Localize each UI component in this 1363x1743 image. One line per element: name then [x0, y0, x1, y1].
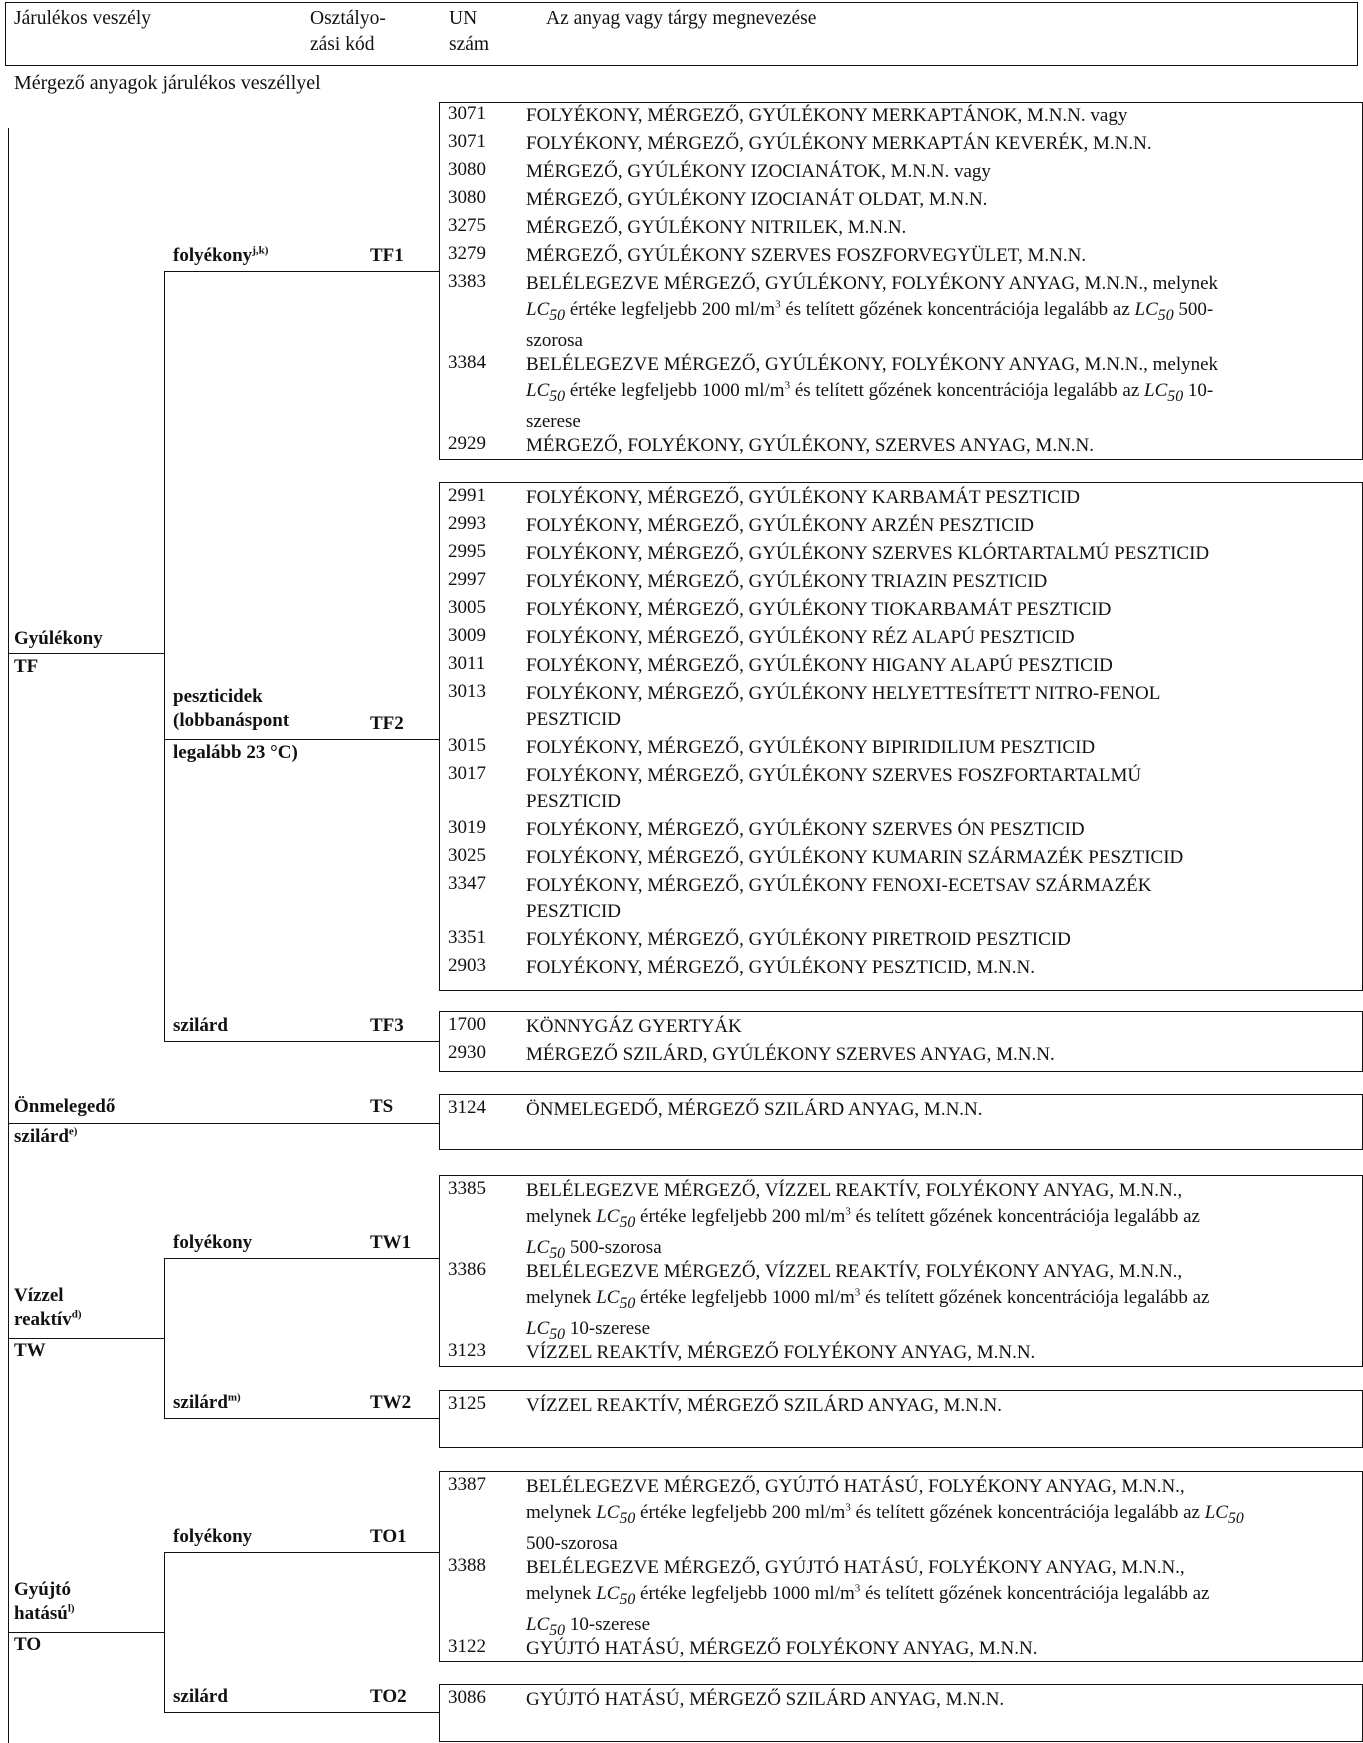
category-selfheat-name: Önmelegedő: [14, 1096, 116, 1117]
sub-to2-label: szilárd: [173, 1686, 228, 1707]
category-oxid-name: Gyújtó hatású$^{l)}$: [14, 1579, 75, 1624]
group-to2: 3086 GYÚJTÓ HATÁSÚ, MÉRGEZŐ SZILÁRD ANYAG, M.N.N.: [439, 1684, 1363, 1742]
sub-tf3-code: TF3: [370, 1015, 404, 1036]
category-water-name: Vízzel reaktív$^{d)}$: [14, 1285, 82, 1330]
group-tf1: 3071 FOLYÉKONY, MÉRGEZŐ, GYÚLÉKONY MERKAPTÁNOK, M.N.N. vagy 3071 FOLYÉKONY, MÉRGEZŐ, GYÚLÉKONY MERKAPTÁN KEVERÉK, M.N.N. 3080 MÉRGEZŐ, GYÚLÉKONY IZOCIANÁTOK, M.N.N. vagy 3080 MÉRGEZŐ, GYÚLÉKONY IZOCIANÁT OLDAT, M.N.N. 3275 MÉRGEZŐ, GYÚLÉKONY NITRILEK, M.N.N. 3279 MÉRGEZŐ, GYÚLÉKONY SZERVES FOSZFORVEGYÜLET, M.N.N. 3383 BELÉLEGEZVE MÉRGEZŐ, GYÚLÉKONY, FOLYÉKONY ANYAG, M.N.N., melynek $LC_{50}$ értéke legfeljebb 200 $ml/m^3$ és telített gőzének koncentrációja legalább az $LC_{50}$ 500- szorosa 3384 BELÉLEGEZVE MÉRGEZŐ, GYÚLÉKONY, FOLYÉKONY ANYAG, M.N.N., melynek $LC_{50}$ értéke legfeljebb 1000 $ml/m^3$ és telített gőzének koncentrációja legalább az $LC_{50}$ 10- szerese 2929 MÉRGEZŐ, FOLYÉKONY, GYÚLÉKONY, SZERVES ANYAG, M.N.N.: [439, 102, 1363, 460]
sub-tf2-code: TF2: [370, 713, 404, 734]
sub-tw2-label: szilárd$^{m)}$: [173, 1391, 241, 1413]
header-name: Az anyag vagy tárgy megnevezése: [546, 8, 817, 29]
sub-tw2-code: TW2: [370, 1392, 412, 1413]
category-water-code: TW: [14, 1340, 46, 1361]
header-code: Osztályo- zási kód: [310, 8, 386, 55]
header-hazard: Járulékos veszély: [14, 8, 151, 29]
sub-tf3-label: szilárd: [173, 1015, 228, 1036]
group-tf2: 2991 FOLYÉKONY, MÉRGEZŐ, GYÚLÉKONY KARBAMÁT PESZTICID 2993 FOLYÉKONY, MÉRGEZŐ, GYÚLÉKONY ARZÉN PESZTICID 2995 FOLYÉKONY, MÉRGEZŐ, GYÚLÉKONY SZERVES KLÓRTARTALMÚ PESZTICID 2997 FOLYÉKONY, MÉRGEZŐ, GYÚLÉKONY TRIAZIN PESZTICID 3005 FOLYÉKONY, MÉRGEZŐ, GYÚLÉKONY TIOKARBAMÁT PESZTICID 3009 FOLYÉKONY, MÉRGEZŐ, GYÚLÉKONY RÉZ ALAPÚ PESZTICID 3011 FOLYÉKONY, MÉRGEZŐ, GYÚLÉKONY HIGANY ALAPÚ PESZTICID 3013 FOLYÉKONY, MÉRGEZŐ, GYÚLÉKONY HELYETTESÍTETT NITRO-FENOL PESZTICID 3015 FOLYÉKONY, MÉRGEZŐ, GYÚLÉKONY BIPIRIDILIUM PESZTICID 3017 FOLYÉKONY, MÉRGEZŐ, GYÚLÉKONY SZERVES FOSZFORTARTALMÚ PESZTICID 3019 FOLYÉKONY, MÉRGEZŐ, GYÚLÉKONY SZERVES ÓN PESZTICID 3025 FOLYÉKONY, MÉRGEZŐ, GYÚLÉKONY KUMARIN SZÁRMAZÉK PESZTICID 3347 FOLYÉKONY, MÉRGEZŐ, GYÚLÉKONY FENOXI-ECETSAV SZÁRMAZÉK PESZTICID 3351 FOLYÉKONY, MÉRGEZŐ, GYÚLÉKONY PIRETROID PESZTICID 2903 FOLYÉKONY, MÉRGEZŐ, GYÚLÉKONY PESZTICID, M.N.N.: [439, 482, 1363, 991]
sub-to2-code: TO2: [370, 1686, 407, 1707]
section-title: Mérgező anyagok járulékos veszéllyel: [14, 72, 321, 94]
category-flammable-name: Gyúlékony: [14, 628, 103, 649]
sub-tf1-label: folyékony$^{j,k)}$: [173, 244, 269, 266]
group-tf3: 1700 KÖNNYGÁZ GYERTYÁK 2930 MÉRGEZŐ SZILÁRD, GYÚLÉKONY SZERVES ANYAG, M.N.N.: [439, 1011, 1363, 1072]
header-un: UN szám: [449, 8, 490, 55]
group-to1: 3387 BELÉLEGEZVE MÉRGEZŐ, GYÚJTÓ HATÁSÚ, FOLYÉKONY ANYAG, M.N.N., melynek $LC_{50}$ értéke legfeljebb 200 $ml/m^3$ és telített gőzének koncentrációja legalább az $LC_{50}$ 500-szorosa 3388 BELÉLEGEZVE MÉRGEZŐ, GYÚJTÓ HATÁSÚ, FOLYÉKONY ANYAG, M.N.N., melynek $LC_{50}$ értéke legfeljebb 1000 $ml/m^3$ és telített gőzének koncentrációja legalább az $LC_{50}$ 10-szerese 3122 GYÚJTÓ HATÁSÚ, MÉRGEZŐ FOLYÉKONY ANYAG, M.N.N.: [439, 1471, 1363, 1662]
sub-tw1-label: folyékony: [173, 1232, 253, 1253]
group-tw1: 3385 BELÉLEGEZVE MÉRGEZŐ, VÍZZEL REAKTÍV, FOLYÉKONY ANYAG, M.N.N., melynek $LC_{50}$ értéke legfeljebb 200 $ml/m^3$ és telített gőzének koncentrációja legalább az $LC_{50}$ 500-szorosa 3386 BELÉLEGEZVE MÉRGEZŐ, VÍZZEL REAKTÍV, FOLYÉKONY ANYAG, M.N.N., melynek $LC_{50}$ értéke legfeljebb 1000 $ml/m^3$ és telített gőzének koncentrációja legalább az $LC_{50}$ 10-szerese 3123 VÍZZEL REAKTÍV, MÉRGEZŐ FOLYÉKONY ANYAG, M.N.N.: [439, 1175, 1363, 1367]
category-flammable-code: TF: [14, 656, 39, 677]
sub-to1-code: TO1: [370, 1526, 407, 1547]
sub-tf2-label2: legalább 23 °C): [173, 742, 298, 763]
sub-tw1-code: TW1: [370, 1232, 412, 1253]
category-oxid-code: TO: [14, 1634, 42, 1655]
sub-tf2-label: peszticidek (lobbanáspont: [173, 686, 290, 731]
tree-trunk: [8, 128, 9, 1743]
category-selfheat-name2: szilárd$^{e)}$: [14, 1125, 78, 1147]
sub-tf1-code: TF1: [370, 245, 404, 266]
group-tw2: 3125 VÍZZEL REAKTÍV, MÉRGEZŐ SZILÁRD ANYAG, M.N.N.: [439, 1390, 1363, 1448]
group-ts: 3124 ÖNMELEGEDŐ, MÉRGEZŐ SZILÁRD ANYAG, M.N.N.: [439, 1094, 1363, 1150]
category-selfheat-code: TS: [370, 1096, 394, 1117]
sub-to1-label: folyékony: [173, 1526, 253, 1547]
